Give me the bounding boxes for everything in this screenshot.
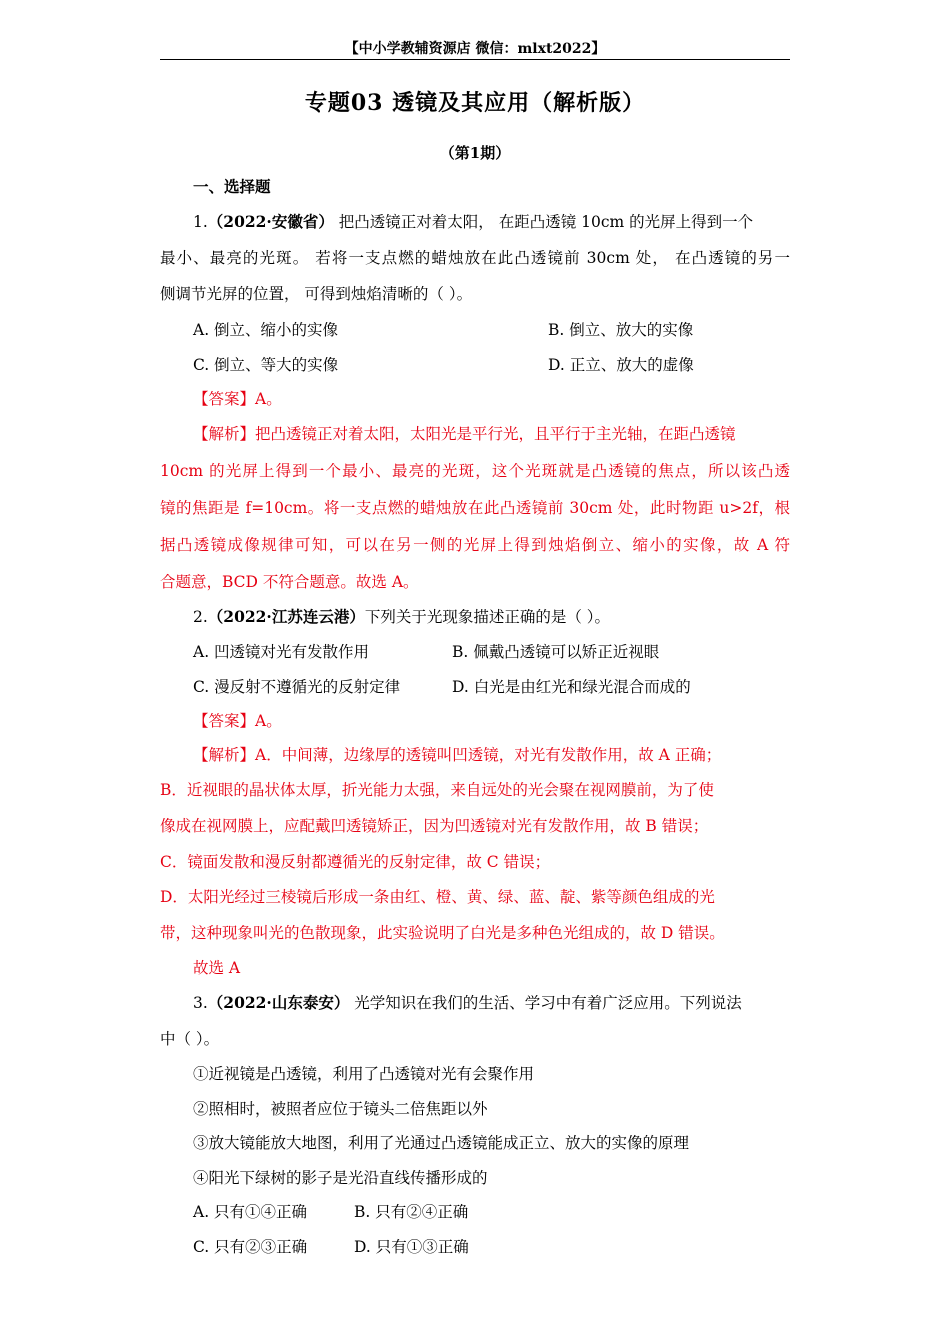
q3-number: 3.: [193, 994, 208, 1012]
q3-option-c: C. 只有②③正确: [193, 1238, 308, 1256]
q1-number: 1.: [193, 213, 208, 231]
q1-stem-line-1: [193, 210, 790, 234]
q2-analysis-line-6: 带，这种现象叫光的色散现象，此实验说明了白光是多种色光组成的，故 D 错误。: [160, 924, 725, 942]
q2-analysis-line-4: C．镜面发散和漫反射都遵循光的反射定律，故 C 错误；: [160, 853, 551, 871]
q3-option-b: B. 只有②④正确: [354, 1203, 469, 1221]
q1-option-b: B. 倒立、放大的实像: [548, 321, 694, 339]
q3-option-d: D. 只有①③正确: [354, 1238, 469, 1256]
q1-option-d: D. 正立、放大的虚像: [548, 356, 694, 374]
q2-option-c: C. 漫反射不遵循光的反射定律: [193, 678, 401, 696]
q3-option-a: A. 只有①④正确: [193, 1203, 308, 1221]
q3-statement-3: ③放大镜能放大地图，利用了光通过凸透镜能成正立、放大的实像的原理: [193, 1134, 690, 1152]
q1-analysis-line-1: 【解析】把凸透镜正对着太阳，太阳光是平行光，且平行于主光轴，在距凸透镜: [193, 425, 736, 443]
q1-analysis-line-5: 合题意，BCD 不符合题意。故选 A。: [160, 573, 419, 591]
q1-analysis-line-2: 10cm 的光屏上得到一个最小、最亮的光斑，这个光斑就是凸透镜的焦点，所以该凸透: [160, 462, 790, 480]
q2-analysis-line-5: D．太阳光经过三棱镜后形成一条由红、橙、黄、绿、蓝、靛、紫等颜色组成的光: [160, 888, 715, 906]
q3-statement-1: ①近视镜是凸透镜，利用了凸透镜对光有会聚作用: [193, 1065, 535, 1083]
q3-stem-line-2: 中（ ）。: [160, 1030, 220, 1048]
q2-answer: 【答案】A。: [193, 712, 282, 730]
page-header: 【中小学教辅资源店 微信：mlxt2022】: [344, 41, 606, 57]
q1-option-c: C. 倒立、等大的实像: [193, 356, 339, 374]
q2-stem-text: 下列关于光现象描述正确的是（ ）。: [364, 608, 611, 626]
q3-stem-text: 光学知识在我们的生活、学习中有着广泛应用。下列说法: [354, 994, 742, 1012]
q2-stem: [193, 605, 790, 629]
q2-number: 2.: [193, 608, 208, 626]
q1-analysis-line-3: 镜的焦距是 f=10cm。将一支点燃的蜡烛放在此凸透镜前 30cm 处，此时物距 u>2f，根: [160, 499, 790, 517]
q1-stem-line-2: 最小、最亮的光斑。 若将一支点燃的蜡烛放在此凸透镜前 30cm 处， 在凸透镜的另一: [160, 249, 790, 267]
issue-label: （第1期）: [439, 144, 511, 162]
q1-stem-line-3: 侧调节光屏的位置， 可得到烛焰清晰的（ ）。: [160, 285, 473, 303]
q3-stem-line-1: [193, 991, 790, 1015]
q1-stem-text: 把凸透镜正对着太阳， 在距凸透镜 10cm 的光屏上得到一个: [338, 213, 754, 231]
q3-statement-2: ②照相时，被照者应位于镜头二倍焦距以外: [193, 1100, 488, 1118]
q1-analysis-line-4: 据凸透镜成像规律可知，可以在另一侧的光屏上得到烛焰倒立、缩小的实像，故 A 符: [160, 536, 790, 554]
q2-source: （2022·江苏连云港）: [207, 607, 365, 626]
q2-option-b: B. 佩戴凸透镜可以矫正近视眼: [452, 643, 660, 661]
q1-source: （2022·安徽省）: [207, 212, 334, 231]
page-title: 专题03 透镜及其应用（解析版）: [304, 90, 646, 116]
q1-answer: 【答案】A。: [193, 390, 282, 408]
q2-conclusion: 故选 A: [193, 959, 241, 977]
q1-option-a: A. 倒立、缩小的实像: [193, 321, 339, 339]
q2-option-d: D. 白光是由红光和绿光混合而成的: [452, 678, 691, 696]
q2-analysis-line-1: 【解析】A．中间薄，边缘厚的透镜叫凹透镜，对光有发散作用，故 A 正确；: [193, 746, 722, 764]
q2-analysis-line-3: 像成在视网膜上，应配戴凹透镜矫正，因为凹透镜对光有发散作用，故 B 错误；: [160, 817, 709, 835]
q2-analysis-line-2: B．近视眼的晶状体太厚，折光能力太强，来自远处的光会聚在视网膜前，为了使: [160, 781, 714, 799]
q3-statement-4: ④阳光下绿树的影子是光沿直线传播形成的: [193, 1169, 488, 1187]
q3-source: （2022·山东泰安）: [207, 993, 350, 1012]
q2-option-a: A. 凹透镜对光有发散作用: [193, 643, 370, 661]
header-rule: [160, 59, 790, 60]
section-heading: 一、选择题: [193, 177, 271, 196]
